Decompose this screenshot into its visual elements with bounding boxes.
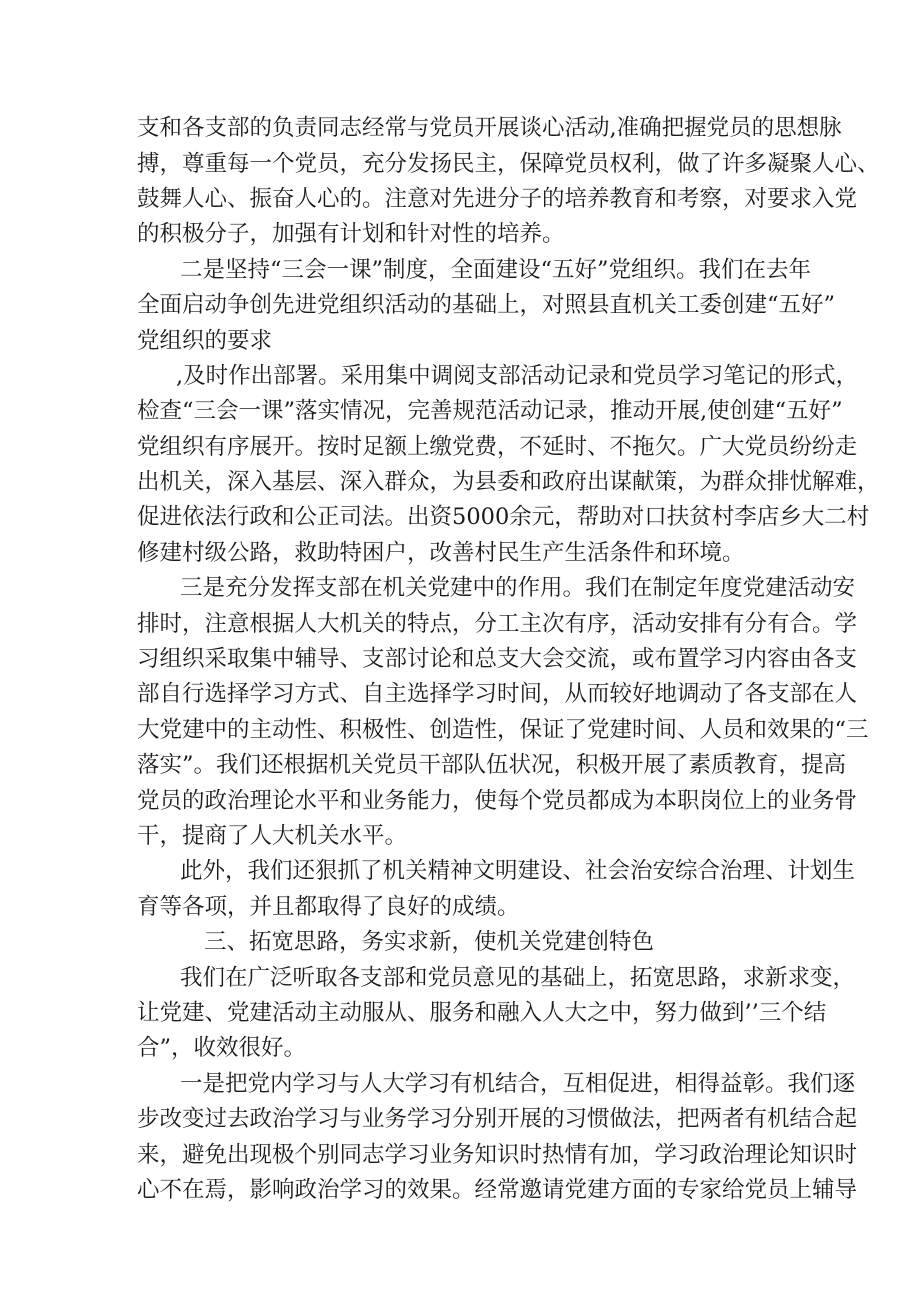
text-line: 全面启动争创先进党组织活动的基础上，对照县直机关工委创建“五好”	[137, 292, 836, 318]
paragraph-first-line: 此外，我们还狠抓了机关精神文明建设、社会治安综合治理、计划生	[180, 858, 856, 884]
section-heading: 三、拓宽思路，务实求新，使机关党建创特色	[204, 929, 655, 955]
text-line: 心不在焉，影响政治学习的效果。经常邀请党建方面的专家给党员上辅导	[137, 1177, 858, 1203]
text-line: 让党建、党建活动主动服从、服务和融入人大之中，努力做到’’三个结	[137, 1000, 827, 1026]
text-line: 步改变过去政治学习与业务学习分别开展的习惯做法，把两者有机结合起	[137, 1106, 858, 1132]
text-line: 来，避免出现极个别同志学习业务知识时热情有加，学习政治理论知识时	[137, 1142, 858, 1168]
text-line: 育等各项，并且都取得了良好的成绩。	[137, 894, 520, 920]
text-line: 支和各支部的负责同志经常与党员开展谈心活动,准确把握党员的思想脉	[137, 115, 842, 141]
text-line: 排时，注意根据人大机关的特点，分工主次有序，活动安排有分有合。学	[137, 611, 858, 637]
text-line: 党组织的要求	[137, 328, 273, 354]
text-line: 促进依法行政和公正司法。出资5000余元，帮助对口扶贫村李店乡大二村	[137, 504, 870, 530]
text-line: 习组织采取集中辅导、支部讨论和总支大会交流，或布置学习内容由各支	[137, 646, 858, 672]
paragraph-first-line: 三是充分发挥支部在机关党建中的作用。我们在制定年度党建活动安	[180, 575, 856, 601]
paragraph-first-line: 一是把党内学习与人大学习有机结合，互相促进，相得益彰。我们逐	[180, 1071, 856, 1097]
text-line: 的积极分子，加强有计划和针对性的培养。	[137, 221, 565, 247]
text-line: 部自行选择学习方式、自主选择学习时间，从而较好地调动了各支部在人	[137, 681, 858, 707]
paragraph-first-line: 我们在广泛听取各支部和党员意见的基础上，拓宽思路，求新求变，	[180, 965, 856, 991]
text-line: 合”，收效很好。	[137, 1035, 307, 1061]
text-line: 出机关，深入基层、深入群众，为县委和政府出谋献策，为群众排忧解难，	[137, 469, 880, 495]
text-line: 落实”。我们还根据机关党员干部队伍状况，积极开展了素质教育，提高	[137, 752, 847, 778]
text-line: ,及时作出部署。采用集中调阅支部活动记录和党员学习笔记的形式，	[176, 363, 859, 389]
text-line: 鼓舞人心、振奋人心的。注意对先进分子的培养教育和考察，对要求入党	[137, 186, 858, 212]
text-line: 党员的政治理论水平和业务能力，使每个党员都成为本职岗位上的业务骨	[137, 788, 858, 814]
text-line: 大党建中的主动性、积极性、创造性，保证了党建时间、人员和效果的“三	[137, 717, 869, 743]
text-line: 党组织有序展开。按时足额上缴党费，不延时、不拖欠。广大党员纷纷走	[137, 434, 858, 460]
text-line: 干，提商了人大机关水平。	[137, 823, 408, 849]
text-line: 检查“三会一课”落实情况，完善规范活动记录，推动开展,使创建“五好”	[137, 398, 843, 424]
text-line: 修建村级公路，救助特困户，改善村民生产生活条件和环境。	[137, 540, 745, 566]
paragraph-first-line: 二是坚持“三会一课”制度，全面建设“五好”党组织。我们在去年	[180, 257, 812, 283]
text-line: 搏，尊重每一个党员，充分发扬民主，保障党员权利，做了许多凝聚人心、	[137, 151, 880, 177]
